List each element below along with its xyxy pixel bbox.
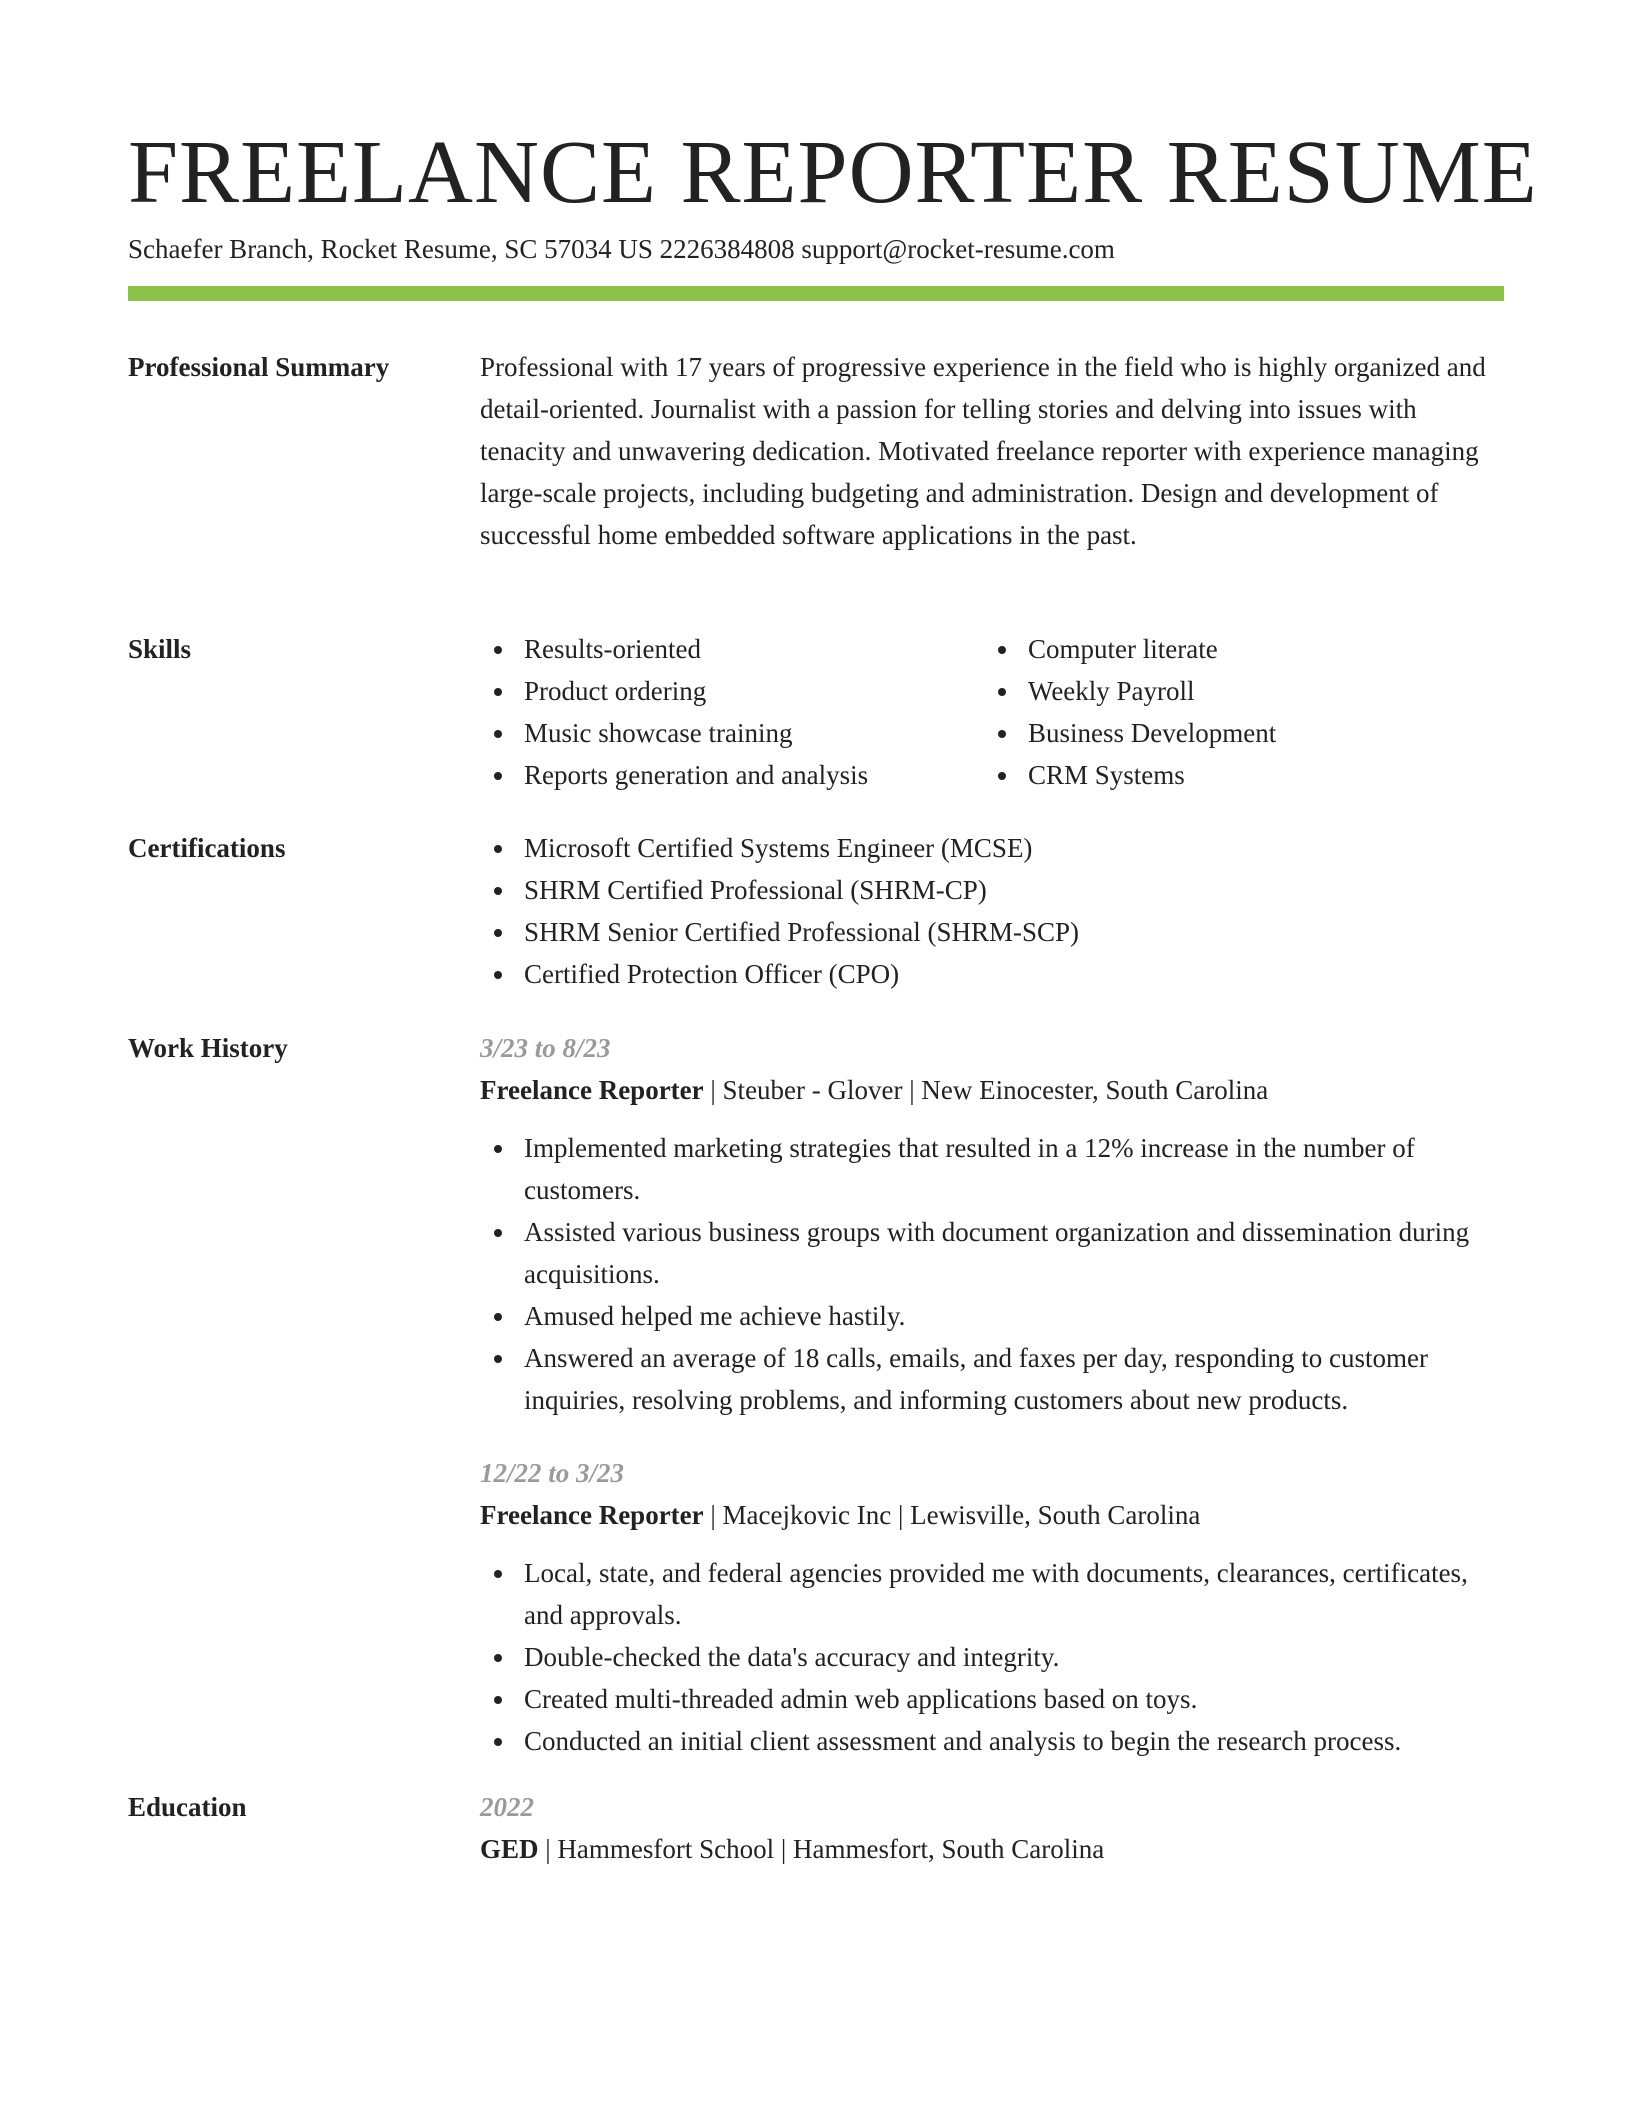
education-heading: Education — [128, 1792, 247, 1822]
education-school-location: | Hammesfort School | Hammesfort, South Carolina — [538, 1834, 1105, 1864]
job-bullet-list — [480, 1552, 1504, 1762]
skill-item: Music showcase training — [480, 712, 984, 754]
skill-item: Reports generation and analysis — [480, 754, 984, 796]
skills-list-left — [480, 628, 984, 796]
contact-info: Schaefer Branch, Rocket Resume, SC 57034 US 2226384808 support@rocket-resume.com — [128, 234, 1115, 264]
education-year: 2022 — [480, 1792, 534, 1822]
certifications-body — [480, 827, 1504, 995]
job-bullet: Double-checked the data's accuracy and integrity. — [480, 1636, 1504, 1678]
summary-body — [480, 346, 1504, 556]
job-bullet: Local, state, and federal agencies provided me with documents, clearances, certificates, and approvals. — [480, 1552, 1504, 1636]
certifications-list — [480, 827, 1504, 995]
summary-text: Professional with 17 years of progressive experience in the field who is highly organized and detail-oriented. Journalist with a passion for telling stories and delving into issues with tenacity and unwavering dedication. Motivated freelance reporter with experience managing large-scale projects, including budgeting and administration. Design and development of successful home embedded software applications in the past. — [480, 352, 1486, 550]
job-bullet: Created multi-threaded admin web applications based on toys. — [480, 1678, 1504, 1720]
accent-divider — [128, 286, 1504, 301]
skills-heading: Skills — [128, 634, 192, 664]
skills-body — [480, 628, 1504, 796]
job-bullet: Implemented marketing strategies that resulted in a 12% increase in the number of customers. — [480, 1127, 1504, 1211]
skill-item: Product ordering — [480, 670, 984, 712]
job-title-line — [480, 1494, 1504, 1536]
skills-list-right — [984, 628, 1488, 796]
job-dates: 12/22 to 3/23 — [480, 1458, 625, 1488]
job-title-line — [480, 1069, 1504, 1111]
skill-item: Results-oriented — [480, 628, 984, 670]
education-degree: GED — [480, 1834, 539, 1864]
education-line — [480, 1828, 1504, 1870]
certifications-heading: Certifications — [128, 833, 286, 863]
skill-item: Weekly Payroll — [984, 670, 1488, 712]
summary-heading: Professional Summary — [128, 352, 390, 382]
skill-item: Business Development — [984, 712, 1488, 754]
job-employer-location: | Steuber - Glover | New Einocester, South Carolina — [703, 1075, 1269, 1105]
job-title: Freelance Reporter — [480, 1075, 704, 1105]
work-history-heading: Work History — [128, 1033, 288, 1063]
certification-item: Microsoft Certified Systems Engineer (MCSE) — [480, 827, 1504, 869]
skill-item: Computer literate — [984, 628, 1488, 670]
skill-item: CRM Systems — [984, 754, 1488, 796]
education-body — [480, 1786, 1504, 1870]
job-bullet-list — [480, 1127, 1504, 1421]
job-employer-location: | Macejkovic Inc | Lewisville, South Carolina — [703, 1500, 1201, 1530]
job-bullet: Amused helped me achieve hastily. — [480, 1295, 1504, 1337]
job-entry — [480, 1452, 1504, 1762]
certification-item: Certified Protection Officer (CPO) — [480, 953, 1504, 995]
job-dates: 3/23 to 8/23 — [480, 1033, 611, 1063]
certification-item: SHRM Senior Certified Professional (SHRM-SCP) — [480, 911, 1504, 953]
job-bullet: Conducted an initial client assessment and analysis to begin the research process. — [480, 1720, 1504, 1762]
job-bullet: Assisted various business groups with document organization and dissemination during acquisitions. — [480, 1211, 1504, 1295]
work-history-body — [480, 1027, 1504, 1762]
certification-item: SHRM Certified Professional (SHRM-CP) — [480, 869, 1504, 911]
job-title: Freelance Reporter — [480, 1500, 704, 1530]
job-bullet: Answered an average of 18 calls, emails, and faxes per day, responding to customer inquiries, resolving problems, and informing customers about new products. — [480, 1337, 1504, 1421]
resume-title: FREELANCE REPORTER RESUME — [128, 123, 1538, 222]
job-entry — [480, 1027, 1504, 1421]
